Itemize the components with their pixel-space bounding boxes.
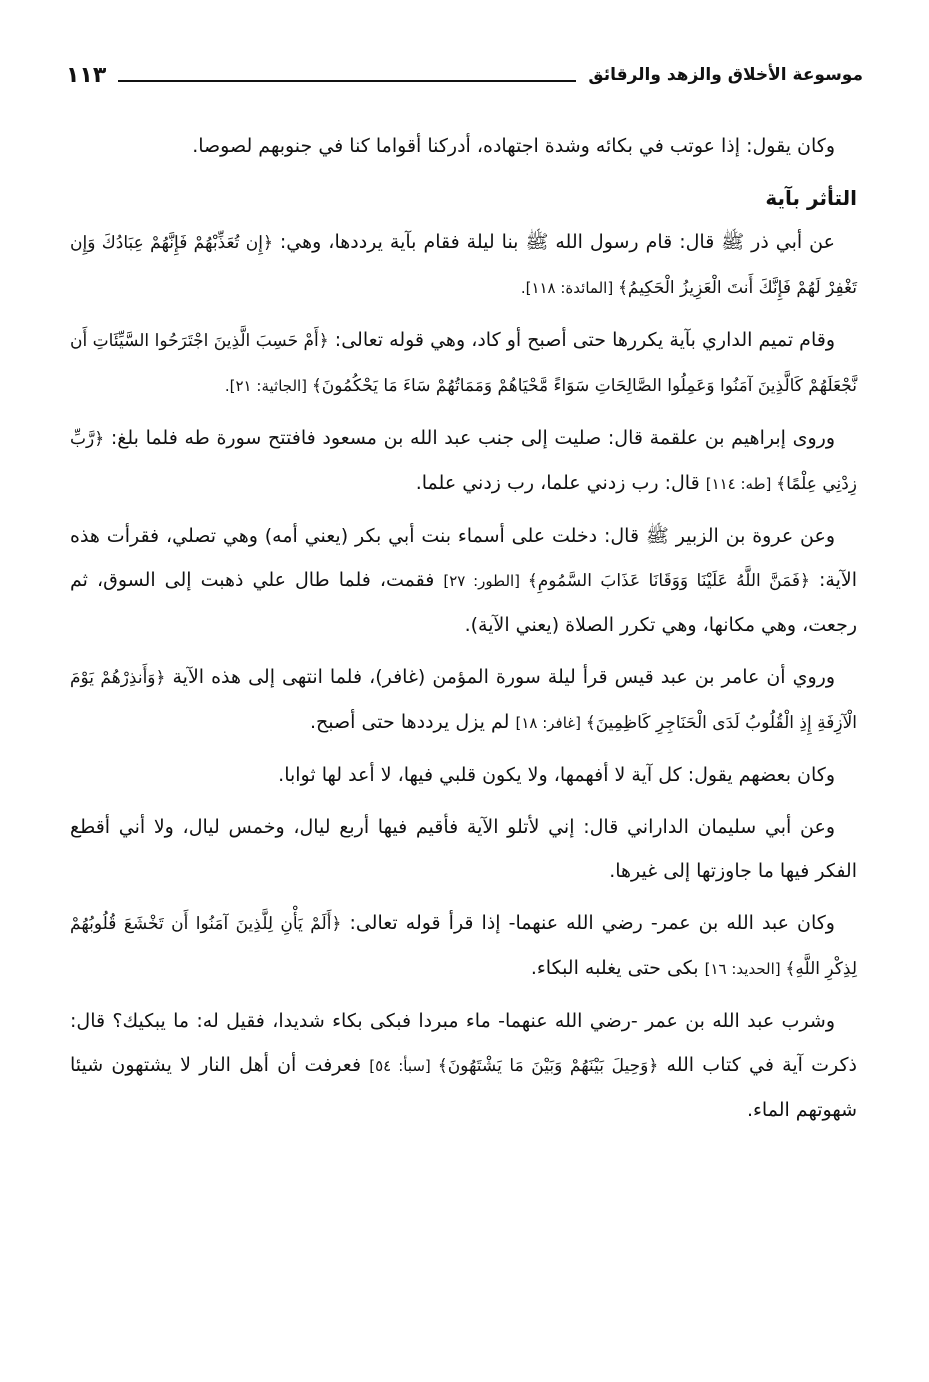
paragraph-9-text-end: بكى حتى يغلبه البكاء. — [530, 957, 705, 979]
paragraph-4-text: وروى إبراهيم بن علقمة قال: صليت إلى جنب عبد الله بن مسعود فافتتح سورة طه فلما بلغ: — [104, 427, 835, 449]
paragraph-9 — [70, 901, 857, 991]
verse-reference: [غافر: ١٨] — [515, 714, 586, 732]
quran-verse: ﴿فَمَنَّ اللَّهُ عَلَيْنَا وَوَقَانَا عَذَابَ السَّمُومِ﴾ — [527, 571, 810, 591]
book-title: موسوعة الأخلاق والزهد والرقائق — [588, 65, 863, 85]
paragraph-2-text: عن أبي ذر ﷺ قال: قام رسول الله ﷺ بنا ليلة فقام بآية يرددها، وهي: — [272, 231, 835, 253]
verse-reference: [الطور: ٢٧] — [443, 572, 528, 590]
paragraph-10 — [70, 999, 857, 1132]
paragraph-9-text: وكان عبد الله بن عمر- رضي الله عنهما- إذا قرأ قوله تعالى: — [341, 912, 835, 934]
paragraph-8 — [70, 805, 857, 893]
running-header — [66, 58, 863, 92]
page-number: ١١٣ — [66, 62, 107, 88]
paragraph-6-text-end: لم يزل يرددها حتى أصبح. — [309, 711, 516, 733]
paragraph-1-text: وكان يقول: إذا عوتب في بكائه وشدة اجتهاده، أدركنا أقواما كنا في جنوبهم لصوصا. — [192, 135, 835, 157]
header-rule — [118, 80, 576, 82]
section-heading: التأثر بآية — [765, 186, 857, 210]
quran-verse: ﴿وَحِيلَ بَيْنَهُمْ وَبَيْنَ مَا يَشْتَهُونَ﴾ — [437, 1056, 659, 1076]
verse-reference: [طه: ١١٤] — [705, 475, 777, 493]
paragraph-10-text: وشرب عبد الله بن عمر -رضي الله عنهما- ماء مبردا فبكى بكاء شديدا، فقيل له: ما يبكيك؟ قال: ذكرت آية في كتاب الله — [70, 1010, 857, 1076]
quran-verse: ﴿رَّبِّ زِدْنِي عِلْمًا﴾ — [70, 429, 857, 494]
paragraph-4 — [70, 416, 857, 506]
paragraph-5-text: وعن عروة بن الزبير ﷺ قال: دخلت على أسماء بنت أبي بكر (يعني أمه) وهي تصلي، فقرأت هذه الآية: — [70, 525, 858, 591]
paragraph-2 — [70, 220, 857, 310]
paragraph-7-text: وكان بعضهم يقول: كل آية لا أفهمها، ولا يكون قلبي فيها، لا أعد لها ثوابا. — [278, 764, 835, 786]
paragraph-10-text-end: فعرفت أن أهل النار لا يشتهون شيئا شهوتهم الماء. — [70, 1054, 857, 1121]
verse-reference: [سبأ: ٥٤] — [369, 1057, 438, 1075]
paragraph-4-text-end: قال: رب زدني علما، رب زدني علما. — [415, 472, 706, 494]
paragraph-6-text: وروي أن عامر بن عبد قيس قرأ ليلة سورة المؤمن (غافر)، فلما انتهى إلى هذه الآية — [165, 666, 835, 688]
paragraph-7 — [70, 753, 857, 797]
paragraph-3-text: وقام تميم الداري بآية يكررها حتى أصبح أو كاد، وهي قوله تعالى: — [328, 329, 835, 351]
paragraph-5-text-end: فقمت، فلما طال علي ذهبت إلى السوق، ثم رجعت، وهي مكانها، وهي تكرر الصلاة (يعني الآية). — [70, 569, 857, 636]
paragraph-8-text: وعن أبي سليمان الداراني قال: إني لأتلو الآية فأقيم فيها أربع ليال، وخمس ليال، ولا أني أقطع الفكر فيها ما جاوزتها إلى غيرها. — [70, 816, 857, 882]
quran-verse: ﴿أَمْ حَسِبَ الَّذِينَ اجْتَرَحُوا السَّيِّئَاتِ أَن نَّجْعَلَهُمْ كَالَّذِينَ آمَنُوا وَعَمِلُوا الصَّالِحَاتِ سَوَاءً مَّحْيَاهُمْ وَمَمَاتُهُمْ سَاءَ مَا يَحْكُمُونَ﴾ — [70, 331, 857, 396]
page-body — [70, 124, 857, 1140]
quran-verse: ﴿إِن تُعَذِّبْهُمْ فَإِنَّهُمْ عِبَادُكَ وَإِن تَغْفِرْ لَهُمْ فَإِنَّكَ أَنتَ الْعَزِيزُ الْحَكِيمُ﴾ — [70, 233, 857, 298]
quran-verse: ﴿وَأَنذِرْهُمْ يَوْمَ الْآزِفَةِ إِذِ الْقُلُوبُ لَدَى الْحَنَاجِرِ كَاظِمِينَ﴾ — [70, 668, 857, 733]
paragraph-1 — [70, 124, 857, 168]
verse-reference: [المائدة: ١١٨]. — [520, 279, 618, 297]
verse-reference: [الحديد: ١٦] — [704, 960, 786, 978]
paragraph-3 — [70, 318, 857, 408]
verse-reference: [الجاثية: ٢١]. — [224, 377, 312, 395]
paragraph-5 — [70, 514, 857, 647]
quran-verse: ﴿أَلَمْ يَأْنِ لِلَّذِينَ آمَنُوا أَن تَخْشَعَ قُلُوبُهُمْ لِذِكْرِ اللَّهِ﴾ — [70, 914, 857, 979]
paragraph-6 — [70, 655, 857, 745]
